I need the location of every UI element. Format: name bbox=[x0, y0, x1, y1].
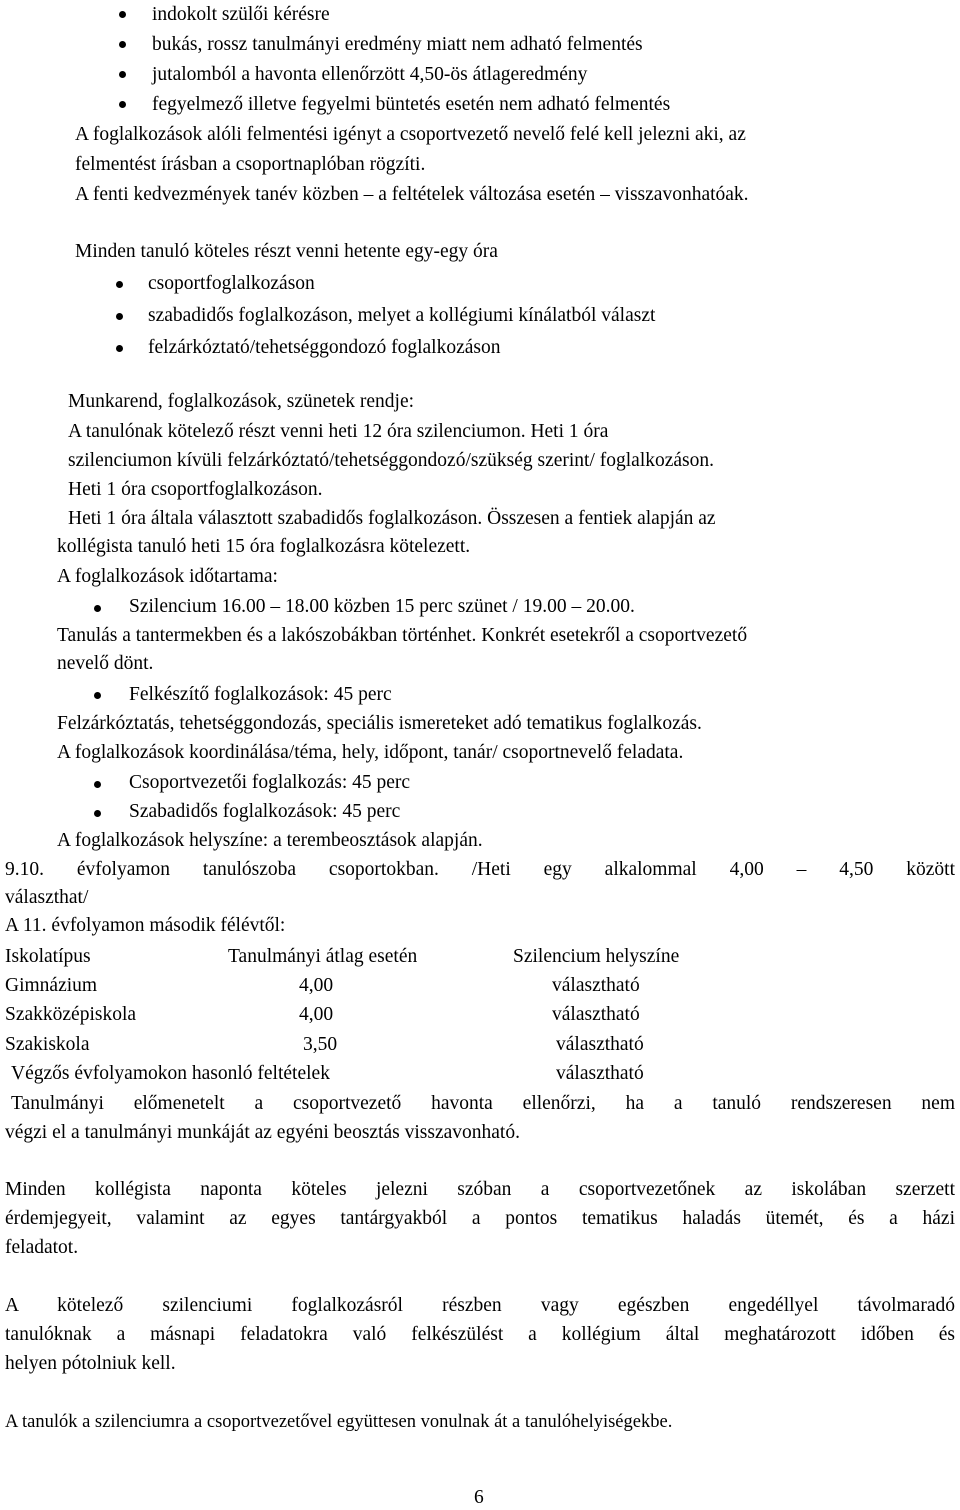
table-cell: választható bbox=[556, 1034, 644, 1055]
list-item: Felkészítő foglalkozások: 45 perc bbox=[129, 684, 392, 705]
table-cell: Szakközépiskola bbox=[5, 1004, 137, 1025]
text-line: végzi el a tanulmányi munkáját az egyéni beosztás visszavonható. bbox=[5, 1122, 520, 1143]
text-line: Felzárkóztatás, tehetséggondozás, speciális ismereteket adó tematikus foglalkozás. bbox=[57, 713, 702, 734]
text-line: A tanulónak kötelező részt venni heti 12 óra szilenciumon. Heti 1 óra bbox=[68, 421, 609, 442]
text-line: felmentést írásban a csoportnaplóban rögzíti. bbox=[75, 154, 426, 175]
table-cell: választható bbox=[552, 1004, 640, 1025]
text-line: szilenciumon kívüli felzárkóztató/tehetséggondozó/szükség szerint/ foglalkozáson. bbox=[68, 450, 715, 471]
text-line: Heti 1 óra általa választott szabadidős foglalkozáson. Összesen a fentiek alapján az bbox=[68, 508, 716, 529]
list-item-4: fegyelmező illetve fegyelmi büntetés esetén nem adható felmentés bbox=[152, 94, 671, 115]
text-line: A tanulók a szilenciumra a csoportvezetővel együttesen vonulnak át a tanulóhelyiségekbe. bbox=[5, 1412, 673, 1432]
text-line: feladatot. bbox=[5, 1237, 79, 1258]
list-item-3: jutalomból a havonta ellenőrzött 4,50-ös átlageredmény bbox=[152, 64, 588, 85]
bullet-dot bbox=[94, 781, 101, 788]
section-heading: Munkarend, foglalkozások, szünetek rendje: bbox=[68, 391, 415, 412]
list-item: felzárkóztató/tehetséggondozó foglalkozáson bbox=[148, 337, 501, 358]
page-number: 6 bbox=[474, 1487, 484, 1508]
table-cell: választható bbox=[552, 975, 640, 996]
bullet-dot-1 bbox=[119, 11, 126, 18]
list-item: szabadidős foglalkozáson, melyet a kollégiumi kínálatból választ bbox=[148, 305, 656, 326]
table-cell: Szakiskola bbox=[5, 1034, 90, 1055]
bullet-dot-2 bbox=[119, 41, 126, 48]
text-line: Tanulás a tantermekben és a lakószobákban történhet. Konkrét esetekről a csoportvezető bbox=[57, 625, 748, 646]
text-line: A foglalkozások alóli felmentési igényt a csoportvezető nevelő felé kell jelezni aki, az bbox=[75, 124, 746, 145]
list-item: csoportfoglalkozáson bbox=[148, 273, 315, 294]
bullet-dot bbox=[94, 605, 101, 612]
list-item: Csoportvezetői foglalkozás: 45 perc bbox=[129, 772, 411, 793]
list-item: Szabadidős foglalkozások: 45 perc bbox=[129, 801, 401, 822]
text-line: A foglalkozások koordinálása/téma, hely, időpont, tanár/ csoportnevelő feladata. bbox=[57, 742, 684, 763]
table-header: Iskolatípus bbox=[5, 946, 91, 967]
bullet-dot-4 bbox=[119, 101, 126, 108]
table-cell: Gimnázium bbox=[5, 975, 98, 996]
bullet-dot bbox=[94, 810, 101, 817]
text-line: választhat/ bbox=[5, 887, 89, 908]
text-line: tanulóknak a másnapi feladatokra való felkészülést a kollégium által meghatározott időben és bbox=[5, 1324, 955, 1345]
text-line: A foglalkozások időtartama: bbox=[57, 566, 278, 587]
text-line: A kötelező szilenciumi foglalkozásról részben vagy egészben engedéllyel távolmaradó bbox=[5, 1295, 955, 1316]
text-line: A 11. évfolyamon második félévtől: bbox=[5, 915, 286, 936]
text-line: helyen pótolniuk kell. bbox=[5, 1353, 176, 1374]
text-line: Tanulmányi előmenetelt a csoportvezető havonta ellenőrzi, ha a tanuló rendszeresen nem bbox=[11, 1093, 955, 1114]
text-line: Minden kollégista naponta köteles jelezni szóban a csoportvezetőnek az iskolában szerzett bbox=[5, 1179, 955, 1200]
table-cell: választható bbox=[556, 1063, 644, 1084]
text-line: Minden tanuló köteles részt venni hetente egy-egy óra bbox=[75, 241, 498, 262]
text-line: A fenti kedvezmények tanév közben – a feltételek változása esetén – visszavonhatóak. bbox=[75, 184, 749, 205]
text-line: érdemjegyeit, valamint az egyes tantárgyakból a pontos tematikus haladás ütemét, és a házi bbox=[5, 1208, 955, 1229]
table-cell: 4,00 bbox=[299, 975, 334, 996]
table-cell: 3,50 bbox=[303, 1034, 338, 1055]
bullet-dot bbox=[94, 692, 101, 699]
table-header: Tanulmányi átlag esetén bbox=[228, 946, 418, 967]
bullet-dot-3 bbox=[119, 71, 126, 78]
text-line: 9.10. évfolyamon tanulószoba csoportokban. /Heti egy alkalommal 4,00 – 4,50 között bbox=[5, 859, 955, 880]
list-item-1: indokolt szülői kérésre bbox=[152, 4, 330, 25]
bullet-dot bbox=[116, 345, 123, 352]
text-line: A foglalkozások helyszíne: a terembeosztások alapján. bbox=[57, 830, 483, 851]
list-item-2: bukás, rossz tanulmányi eredmény miatt nem adható felmentés bbox=[152, 34, 643, 55]
list-item: Szilencium 16.00 – 18.00 közben 15 perc szünet / 19.00 – 20.00. bbox=[129, 596, 635, 617]
text-line: kollégista tanuló heti 15 óra foglalkozásra kötelezett. bbox=[57, 536, 471, 557]
table-cell: 4,00 bbox=[299, 1004, 334, 1025]
table-header: Szilencium helyszíne bbox=[513, 946, 680, 967]
table-cell: Végzős évfolyamokon hasonló feltételek bbox=[11, 1063, 330, 1084]
bullet-dot bbox=[116, 281, 123, 288]
text-line: Heti 1 óra csoportfoglalkozáson. bbox=[68, 479, 323, 500]
text-line: nevelő dönt. bbox=[57, 653, 154, 674]
bullet-dot bbox=[116, 313, 123, 320]
